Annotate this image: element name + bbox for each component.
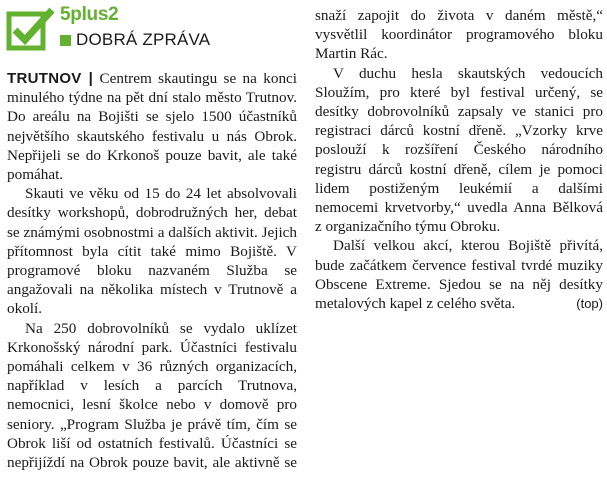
paragraph-4: V duchu hesla skautských vedoucích Sloužím, pro které byl festival určený, se desítky dobrovolníků zapsaly ve stanici pro registraci dárců kostní dřeně. „Vzorky krve poslouží k rozšíření Českého národního registru dárců kostní dřeně, cílem je pomoci lidem postiženým leukémií a dalšími nemocemi krvetvorby,“ uvedla Anna Bělková z organizačního týmu Obroku. xyxy=(315,64,603,236)
paragraph-5-text: Další velkou akcí, kterou Bojiště přivítá, bude začátkem července festival tvrdé muziky Obscene Extreme. Sjedou se na něj desítky metalových kapel z celého světa. xyxy=(315,237,603,313)
section-label-text: DOBRÁ ZPRÁVA xyxy=(76,30,211,49)
paragraph-3-continued: snaží zapojit do života v daném městě,“ vysvětlil koordinátor programového bloku Martin Rác. xyxy=(315,7,603,63)
brand-title: 5plus2 xyxy=(60,4,119,25)
paragraph-3: Na 250 dobrovolníků se vydalo uklízet Krkonošský národní park. Účastníci festivalu pomáhali celkem v 36 různých organizacích, například v lesích a parcích Trutnova, nemocnici, lesní školce nebo v domově pro seniory. „Program Služba je právě tím, čím se Obrok liší od ostatních festivalů. Účastníci se nepřijíždí na Obrok pouze bavit, ale aktivně se xyxy=(7,319,297,472)
lead-paragraph xyxy=(7,69,297,184)
article-column-right xyxy=(315,6,603,313)
lead-text: Centrem skautingu se na konci minulého týdne na pět dní stalo město Trutnov. Do areálu na Bojišti se sjelo 1500 účastníků největšího skautského festivalu u nás Obrok. Nepřijeli se do Krkonoš pouze bavit, ale také pomáhat. xyxy=(7,70,297,184)
article-column-left xyxy=(7,69,297,472)
green-square-icon xyxy=(60,35,71,46)
checkmark-box-icon xyxy=(6,6,56,52)
author-signature: (top) xyxy=(576,296,603,312)
section-label xyxy=(60,30,210,50)
paragraph-2: Skauti ve věku od 15 do 24 let absolvovali desítky workshopů, dobrodružných her, debat se známými osobnostmi a dalších aktivit. Jejich přítomnost byla cítit také mimo Bojiště. V programové bloku nazvaném Služba se angažovali na několika místech v Trutnově a okolí. xyxy=(7,185,297,318)
dateline: TRUTNOV | xyxy=(7,70,94,87)
paragraph-5 xyxy=(315,236,603,313)
